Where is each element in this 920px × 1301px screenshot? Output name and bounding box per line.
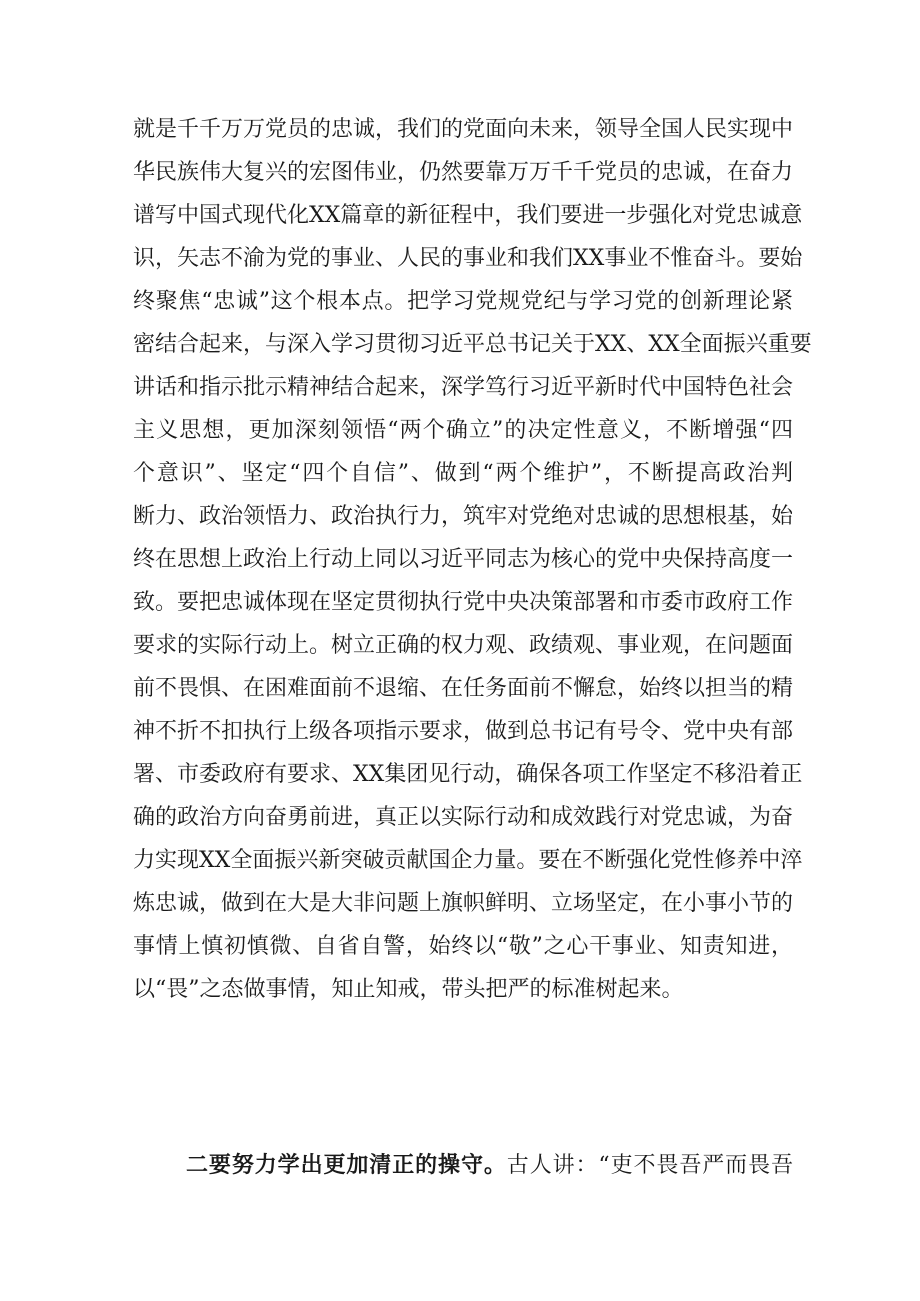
- paragraph-line: 讲话和指示批示精神结合起来，深学笃行习近平新时代中国特色社会: [133, 375, 794, 400]
- section-heading-title: 二要努力学出更加清正的操守。: [186, 1153, 507, 1178]
- body-paragraph: [133, 108, 812, 1011]
- paragraph-line: 确的政治方向奋勇前进，真正以实际行动和成效践行对党忠诚，为奋: [133, 805, 794, 830]
- paragraph-line: 致。要把忠诚体现在坚定贯彻执行党中央决策部署和市委市政府工作: [133, 590, 794, 615]
- paragraph-line: 终聚焦“忠诚”这个根本点。把学习党规党纪与学习党的创新理论紧: [133, 289, 793, 314]
- section-heading: [186, 1143, 793, 1187]
- paragraph-line: 华民族伟大复兴的宏图伟业，仍然要靠万万千千党员的忠诚，在奋力: [133, 160, 794, 185]
- paragraph-line: 识，矢志不渝为党的事业、人民的事业和我们XX事业不惟奋斗。要始: [133, 246, 803, 271]
- paragraph-line: 要求的实际行动上。树立正确的权力观、政绩观、事业观，在问题面: [133, 633, 794, 658]
- paragraph-line: 力实现XX全面振兴新突破贡献国企力量。要在不断强化党性修养中淬: [133, 848, 803, 873]
- paragraph-line: 署、市委政府有要求、XX集团见行动，确保各项工作坚定不移沿着正: [133, 762, 803, 787]
- paragraph-line: 就是千千万万党员的忠诚，我们的党面向未来，领导全国人民实现中: [133, 117, 794, 142]
- paragraph-line: 密结合起来，与深入学习贯彻习近平总书记关于XX、XX全面振兴重要: [133, 332, 812, 357]
- paragraph-line: 断力、政治领悟力、政治执行力，筑牢对党绝对忠诚的思想根基，始: [133, 504, 794, 529]
- paragraph-line: 炼忠诚，做到在大是大非问题上旗帜鲜明、立场坚定，在小事小节的: [133, 891, 794, 916]
- paragraph-line: 谱写中国式现代化XX篇章的新征程中，我们要进一步强化对党忠诚意: [133, 203, 803, 228]
- paragraph-line: 终在思想上政治上行动上同以习近平同志为核心的党中央保持高度一: [133, 547, 794, 572]
- paragraph-line: 前不畏惧、在困难面前不退缩、在任务面前不懈怠，始终以担当的精: [133, 676, 794, 701]
- paragraph-line: 个意识”、坚定“四个自信”、做到“两个维护”，不断提高政治判: [133, 461, 793, 486]
- paragraph-line: 神不折不扣执行上级各项指示要求，做到总书记有号令、党中央有部: [133, 719, 794, 744]
- paragraph-line: 事情上慎初慎微、自省自警，始终以“敬”之心干事业、知责知进，: [133, 934, 793, 959]
- section-heading-text: 古人讲：“吏不畏吾严而畏吾: [506, 1153, 793, 1178]
- paragraph-line: 以“畏”之态做事情，知止知戒，带头把严的标准树起来。: [133, 977, 684, 1002]
- paragraph-line: 主义思想，更加深刻领悟“两个确立”的决定性意义，不断增强“四: [133, 418, 793, 443]
